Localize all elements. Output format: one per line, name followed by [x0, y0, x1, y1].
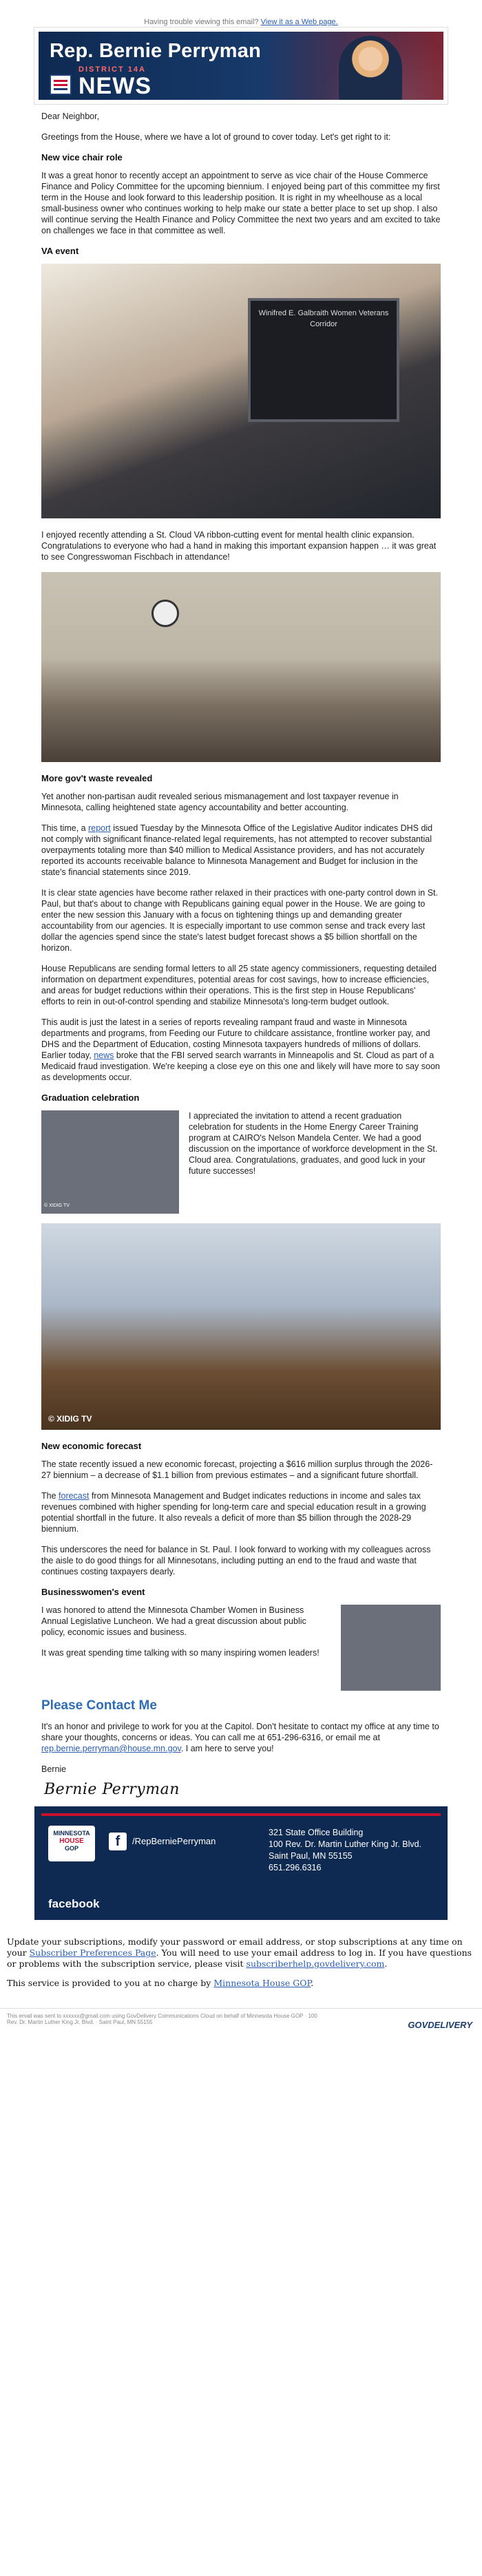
header-rep-name: Rep. Bernie Perryman: [50, 40, 262, 62]
clock-icon: [151, 600, 179, 627]
facebook-wordmark[interactable]: facebook: [48, 1897, 100, 1910]
waste-p2: This time, a report issued Tuesday by the Minnesota Office of the Legislative Auditor indicates DHS did not comply with significant finance-related legal requirements, has not attempted to recover substantial overpayments totaling more than $40 million to Medical Assistance providers, and has not accurately reported its accounts receivable balance to Minnesota Management and Budget for inclusion in the state's financial statements since 2019.: [41, 823, 433, 877]
businesswomen-p1: I was honored to attend the Minnesota Chamber Women in Business Annual Legislative Luncheon. We had a great discussion about public policy, economic issues and business.: [41, 1605, 306, 1637]
signature: Bernie Perryman: [44, 1781, 180, 1798]
newsletter-content: [34, 104, 448, 1798]
section-heading-businesswomen: Businesswomen's event: [41, 1587, 145, 1597]
bottom-bar: [0, 2008, 482, 2040]
house-gop-link[interactable]: Minnesota House GOP: [213, 1978, 311, 1988]
waste-p3: It is clear state agencies have become rather relaxed in their practices with one-party control down in St. Paul, but that's about to change with Republicans gaining equal power in the House. We are going to enter the new session this January with a focus on tightening things up and demanding greater accountability from our agencies. It is especially important to use common sense and track every last dollar the agencies spend since the state's latest budget forecast shows a $5 billion shortfall on the horizon.: [41, 888, 438, 953]
va-meeting-photo: [41, 572, 441, 762]
subscription-p2: This service is provided to you at no charge by Minnesota House GOP.: [7, 1978, 314, 1988]
section-heading-graduation: Graduation celebration: [41, 1092, 140, 1103]
section-heading-va: VA event: [41, 246, 79, 256]
section-heading-vice-chair: New vice chair role: [41, 152, 123, 162]
office-address: 321 State Office Building 100 Rev. Dr. Martin Luther King Jr. Blvd. Saint Paul, MN 55155 651.296.6316: [269, 1828, 422, 1872]
mn-flag-icon: [50, 74, 72, 95]
rep-portrait: [339, 36, 402, 102]
contact-body: It's an honor and privilege to work for you at the Capitol. Don't hesitate to contact my office at any time to share your thoughts, concerns or ideas. You can call me at 651-296-6316, or email me at rep.bernie.perryman@house.mn.gov. I am here to serve you!: [41, 1722, 439, 1753]
email-link[interactable]: rep.bernie.perryman@house.mn.gov: [41, 1744, 181, 1753]
report-link[interactable]: report: [88, 823, 111, 833]
email-body: [34, 28, 448, 1920]
house-gop-logo[interactable]: MINNESOTA HOUSE GOP: [48, 1826, 95, 1861]
vice-chair-body: It was a great honor to recently accept an appointment to serve as vice chair of the House Commerce Finance and Policy Committee for the upcoming biennium. I enjoyed being part of this committee my first term in the House and look forward to this leadership position. It is right in my wheelhouse as a local small-business owner who continues working to help make our state a better place to set up shop. I also will continue serving the Health Finance and Policy Committee the next two years and am excited to take on challenges we face in that committee as well.: [41, 171, 441, 235]
footer-box: [34, 1806, 448, 1920]
address-line: Rev. Dr. Martin Luther King Jr. Blvd. · Saint Paul, MN 55155: [7, 2019, 153, 2025]
va-body: I enjoyed recently attending a St. Cloud VA ribbon-cutting event for mental health clinic expansion. Congratulations to everyone who had a hand in making this important expansion happen … it was great to see Congresswoman Fischbach in attendance!: [41, 530, 437, 562]
top-note-text: Having trouble viewing this email?: [144, 18, 259, 26]
graduation-body: I appreciated the invitation to attend a recent graduation celebration for students in the Home Energy Career Training program at CAIRO's Nelson Mandela Center. We had a good discussion on the importance of workforce development in the St. Cloud area. Congratulations, graduates, and good luck in your future successes!: [189, 1111, 438, 1176]
waste-p1: Yet another non-partisan audit revealed serious mismanagement and lost taxpayer revenue in Minnesota, calling heightened state agency accountability and better accounting.: [41, 792, 399, 812]
thumb-caption: © XIDIG TV: [44, 1203, 70, 1208]
news-link[interactable]: news: [94, 1051, 114, 1060]
subscription-p1: Update your subscriptions, modify your password or email address, or stop subscriptions at any time on your Subscriber Preferences Page. You will need to use your email address to log in. If you have questions or problems with the subscription service, please visit subscriberhelp.govdelivery.com.: [7, 1936, 472, 1969]
contact-heading: Please Contact Me: [41, 1698, 157, 1713]
greeting: Dear Neighbor,: [41, 112, 100, 121]
subscription-info: [0, 1920, 482, 1989]
businesswomen-photo: [341, 1605, 441, 1691]
subscriber-preferences-link[interactable]: Subscriber Preferences Page: [29, 1947, 156, 1958]
va-plaque: Winifred E. Galbraith Women Veterans Corridor: [248, 298, 399, 422]
header-district: DISTRICT 14A: [78, 65, 146, 74]
waste-p4: House Republicans are sending formal letters to all 25 state agency commissioners, requesting detailed information on department expenditures, potential areas for cost savings, how to increase efficiencies, and areas for budget reductions within their operations. This is the first step in House Republicans' efforts to rein in out-of-control spending and stabilize Minnesota's long-term budget outlook.: [41, 964, 437, 1006]
newsletter-header: [34, 28, 448, 104]
va-ribbon-photo: [41, 264, 441, 518]
top-note: [0, 0, 482, 28]
section-heading-forecast: New economic forecast: [41, 1441, 142, 1451]
businesswomen-row: [41, 1605, 441, 1691]
signoff: Bernie: [41, 1764, 67, 1774]
graduation-group-photo: [41, 1223, 441, 1430]
forecast-link[interactable]: forecast: [59, 1491, 90, 1501]
govdelivery-logo[interactable]: GOVDELIVERY: [408, 2020, 472, 2030]
intro: Greetings from the House, where we have a lot of ground to cover today. Let's get right to it:: [41, 132, 391, 142]
subscriber-help-link[interactable]: subscriberhelp.govdelivery.com: [246, 1959, 385, 1969]
waste-p5: This audit is just the latest in a series of reports revealing rampant fraud and waste in Minnesota departments and programs, from Feeding our Future to childcare assistance, frontline worker pay, and DHS and the Department of Education, costing Minnesota taxpayers hundreds of millions of dollars. Earlier today, news broke that the FBI served search warrants in Minneapolis and St. Cloud as part of a Medicaid fraud investigation. We're keeping a close eye on this one and likely will have more to say soon as developments occur.: [41, 1017, 440, 1082]
footer-inner: [41, 1813, 441, 1913]
forecast-p1: The state recently issued a new economic forecast, projecting a $616 million surplus through the 2026-27 biennium – a decrease of $1.1 billion from previous estimates – and a significant future shortfall.: [41, 1459, 433, 1480]
sent-to-line: This email was sent to xxxxxx@gmail.com using GovDelivery Communications Cloud on behalf of Minnesota House GOP · 100: [7, 2013, 317, 2019]
graduation-photo-caption: © XIDIG TV: [48, 1414, 92, 1424]
facebook-handle-link[interactable]: /RepBerniePerryman: [132, 1836, 216, 1846]
section-heading-waste: More gov't waste revealed: [41, 773, 153, 783]
view-web-page-link[interactable]: View it as a Web page.: [260, 18, 338, 26]
businesswomen-text: [41, 1605, 331, 1691]
header-news: NEWS: [78, 73, 151, 99]
forecast-p3: This underscores the need for balance in St. Paul. I look forward to working with my colleagues across the aisle to do good things for all Minnesotans, including putting an end to the fraud and waste that continues costing taxpayers dearly.: [41, 1545, 431, 1576]
graduation-thumb-photo: [41, 1110, 179, 1214]
forecast-p2: The forecast from Minnesota Management and Budget indicates reductions in income and sales tax revenues combined with higher spending for long-term care and special education result in a growing potential shortfall in the future. It also reveals a deficit of more than $5 billion through the 2028-29 biennium.: [41, 1491, 426, 1534]
facebook-icon[interactable]: f: [109, 1833, 127, 1850]
graduation-row: [41, 1110, 441, 1214]
businesswomen-p2: It was great spending time talking with so many inspiring women leaders!: [41, 1648, 319, 1658]
